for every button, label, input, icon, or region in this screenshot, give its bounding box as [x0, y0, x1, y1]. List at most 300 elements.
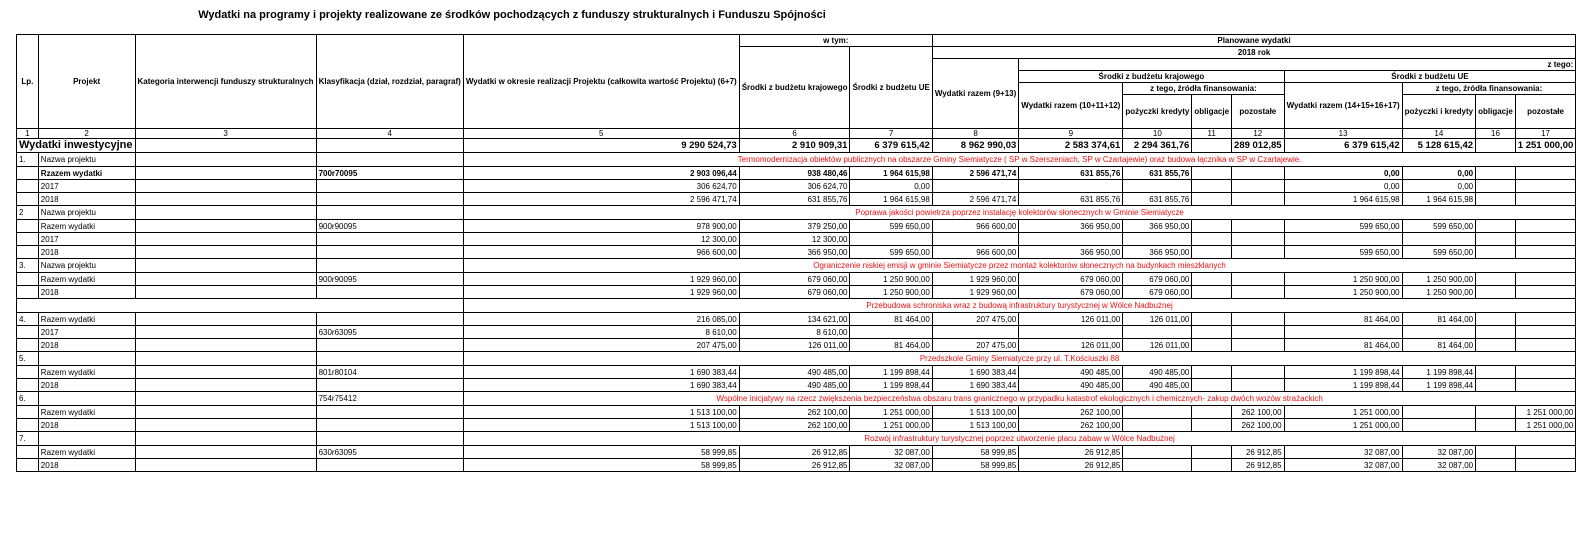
project-title-row — [17, 352, 1576, 366]
cell-c5: 1 929 960,00 — [463, 273, 739, 286]
project-data-row — [17, 339, 1576, 352]
cell-c11 — [1192, 366, 1232, 379]
project-title: Poprawa jakości powietrza poprzez instalację kolektorów słonecznych w Gminie Siemiatycze — [463, 206, 1575, 220]
cell-c8 — [932, 326, 1018, 339]
cell-c6: 12 300,00 — [739, 233, 850, 246]
row-label: Rzazem wydatki — [38, 167, 135, 180]
row-label: Razem wydatki — [38, 406, 135, 419]
cell-c16 — [1476, 446, 1516, 459]
cell-c13: 599 650,00 — [1284, 220, 1402, 233]
project-title: Wspólne inicjatywy na rzecz zwiększenia bezpieczeństwa obszaru trans granicznego w przypadku katastrof ekologicznych i chemicznych- zakup dwóch wozów strażackich — [463, 392, 1575, 406]
cell-c6: 631 855,76 — [739, 193, 850, 206]
row-klas — [316, 286, 463, 299]
cell-c9: 262 100,00 — [1019, 406, 1123, 419]
cell-c6: 490 485,00 — [739, 366, 850, 379]
header-w-tym: w tym: — [739, 35, 932, 47]
column-number: 2 — [38, 129, 135, 139]
cell-c5: 306 624,70 — [463, 180, 739, 193]
cell-c8: 1 513 100,00 — [932, 419, 1018, 432]
row-lp — [17, 406, 39, 419]
cell-c17 — [1515, 193, 1575, 206]
empty-cell — [135, 419, 316, 432]
cell-c13: 0,00 — [1284, 167, 1402, 180]
cell-c12 — [1232, 193, 1285, 206]
column-number: 3 — [135, 129, 316, 139]
inv-c17: 1 251 000,00 — [1515, 139, 1575, 153]
cell-c7: 1 251 000,00 — [850, 419, 932, 432]
project-lp: 3. — [17, 259, 39, 273]
row-lp — [17, 459, 39, 472]
project-data-row — [17, 366, 1576, 379]
row-lp — [17, 326, 39, 339]
cell-c8: 207 475,00 — [932, 313, 1018, 326]
cell-c5: 966 600,00 — [463, 246, 739, 259]
cell-c11 — [1192, 339, 1232, 352]
project-klas — [316, 259, 463, 273]
column-number: 14 — [1402, 129, 1475, 139]
project-title-row — [17, 259, 1576, 273]
header-kategoria: Kategoria interwencji funduszy strukturalnych — [135, 35, 316, 129]
cell-c17: 1 251 000,00 — [1515, 419, 1575, 432]
header-srodki-krajowe: Środki z budżetu krajowego — [739, 47, 850, 129]
empty-cell — [135, 167, 316, 180]
cell-c17 — [1515, 366, 1575, 379]
row-lp — [17, 286, 39, 299]
project-name-label — [38, 352, 135, 366]
cell-c7: 599 650,00 — [850, 246, 932, 259]
cell-c16 — [1476, 339, 1516, 352]
cell-c14 — [1402, 419, 1475, 432]
cell-c14: 32 087,00 — [1402, 459, 1475, 472]
cell-c10: 126 011,00 — [1123, 313, 1192, 326]
cell-c12 — [1232, 220, 1285, 233]
cell-c10 — [1123, 446, 1192, 459]
cell-c13: 81 464,00 — [1284, 339, 1402, 352]
cell-c10: 631 855,76 — [1123, 193, 1192, 206]
empty-cell — [135, 273, 316, 286]
row-lp — [17, 193, 39, 206]
row-klas — [316, 313, 463, 326]
cell-c14: 599 650,00 — [1402, 220, 1475, 233]
header-wr-u: Wydatki razem (14+15+16+17) — [1284, 83, 1402, 129]
row-lp — [17, 366, 39, 379]
cell-c14: 1 250 900,00 — [1402, 273, 1475, 286]
cell-c7 — [850, 326, 932, 339]
project-data-row — [17, 273, 1576, 286]
cell-c14: 0,00 — [1402, 180, 1475, 193]
cell-c12 — [1232, 379, 1285, 392]
header-z-tego: z tego: — [1019, 59, 1576, 71]
empty-cell — [135, 193, 316, 206]
cell-c14: 1 964 615,98 — [1402, 193, 1475, 206]
cell-c14: 32 087,00 — [1402, 446, 1475, 459]
row-klas — [316, 233, 463, 246]
cell-c11 — [1192, 379, 1232, 392]
project-name-label — [38, 432, 135, 446]
empty-cell — [135, 206, 316, 220]
cell-c11 — [1192, 419, 1232, 432]
cell-c13 — [1284, 233, 1402, 246]
header-wydatki-okres: Wydatki w okresie realizacji Projektu (całkowita wartość Projektu) (6+7) — [463, 35, 739, 129]
cell-c12 — [1232, 313, 1285, 326]
cell-c7: 81 464,00 — [850, 313, 932, 326]
cell-c17 — [1515, 180, 1575, 193]
column-number: 7 — [850, 129, 932, 139]
cell-c17: 1 251 000,00 — [1515, 406, 1575, 419]
cell-c11 — [1192, 326, 1232, 339]
empty-cell — [135, 286, 316, 299]
cell-c12: 262 100,00 — [1232, 406, 1285, 419]
cell-c14: 81 464,00 — [1402, 339, 1475, 352]
cell-c8: 1 690 383,44 — [932, 379, 1018, 392]
cell-c9 — [1019, 233, 1123, 246]
column-number: 1 — [17, 129, 39, 139]
column-number: 5 — [463, 129, 739, 139]
column-number: 9 — [1019, 129, 1123, 139]
cell-c17 — [1515, 379, 1575, 392]
row-klas — [316, 246, 463, 259]
cell-c7: 1 964 615,98 — [850, 167, 932, 180]
row-lp — [17, 233, 39, 246]
cell-c17 — [1515, 459, 1575, 472]
cell-c12 — [1232, 273, 1285, 286]
header-pozyczki-u: pożyczki i kredyty — [1402, 95, 1475, 129]
cell-c11 — [1192, 313, 1232, 326]
empty-cell — [135, 259, 316, 273]
row-lp — [17, 273, 39, 286]
cell-c10: 126 011,00 — [1123, 339, 1192, 352]
cell-c10: 631 855,76 — [1123, 167, 1192, 180]
header-sk-budzet: Środki z budżetu krajowego — [1019, 71, 1284, 83]
cell-c7: 1 199 898,44 — [850, 366, 932, 379]
cell-c16 — [1476, 246, 1516, 259]
cell-c9: 366 950,00 — [1019, 220, 1123, 233]
project-klas — [316, 206, 463, 220]
empty-cell — [135, 352, 316, 366]
cell-c10: 490 485,00 — [1123, 366, 1192, 379]
project-data-row — [17, 167, 1576, 180]
cell-c6: 938 480,46 — [739, 167, 850, 180]
cell-c9: 679 060,00 — [1019, 286, 1123, 299]
cell-c10: 366 950,00 — [1123, 246, 1192, 259]
cell-c12 — [1232, 167, 1285, 180]
cell-c16 — [1476, 459, 1516, 472]
cell-c10: 490 485,00 — [1123, 379, 1192, 392]
row-label: Razem wydatki — [38, 366, 135, 379]
cell-c6: 306 624,70 — [739, 180, 850, 193]
empty-cell — [135, 392, 316, 406]
cell-c16 — [1476, 233, 1516, 246]
header-pozostale-k: pozostałe — [1232, 95, 1285, 129]
header-rok: 2018 rok — [932, 47, 1575, 59]
empty-cell — [135, 313, 316, 326]
row-label: 2017 — [38, 326, 135, 339]
cell-c5: 2 903 096,44 — [463, 167, 739, 180]
cell-c13: 1 964 615,98 — [1284, 193, 1402, 206]
empty-cell — [135, 432, 316, 446]
row-lp: 4. — [17, 313, 39, 326]
project-data-row — [17, 379, 1576, 392]
project-lp: 2 — [17, 206, 39, 220]
cell-c10: 366 950,00 — [1123, 220, 1192, 233]
cell-c9 — [1019, 326, 1123, 339]
cell-c11 — [1192, 193, 1232, 206]
cell-c16 — [1476, 326, 1516, 339]
cell-c11 — [1192, 406, 1232, 419]
cell-c12: 26 912,85 — [1232, 459, 1285, 472]
cell-c13: 81 464,00 — [1284, 313, 1402, 326]
cell-c16 — [1476, 167, 1516, 180]
cell-c8: 1 929 960,00 — [932, 273, 1018, 286]
project-data-row — [17, 326, 1576, 339]
project-lp: 6. — [17, 392, 39, 406]
header-sue-budzet: Środki z budżetu UE — [1284, 71, 1576, 83]
cell-c13: 1 251 000,00 — [1284, 419, 1402, 432]
cell-c7: 32 087,00 — [850, 446, 932, 459]
row-label: 2018 — [38, 286, 135, 299]
cell-c17 — [1515, 273, 1575, 286]
row-klas — [316, 406, 463, 419]
cell-c12 — [1232, 286, 1285, 299]
cell-c9 — [1019, 180, 1123, 193]
cell-c10 — [1123, 406, 1192, 419]
cell-c11 — [1192, 286, 1232, 299]
project-title-row — [17, 206, 1576, 220]
header-planowane: Planowane wydatki — [932, 35, 1575, 47]
column-number: 8 — [932, 129, 1018, 139]
cell-c7: 1 199 898,44 — [850, 379, 932, 392]
cell-c6: 126 011,00 — [739, 339, 850, 352]
cell-c5: 1 513 100,00 — [463, 419, 739, 432]
cell-c16 — [1476, 286, 1516, 299]
empty-cell — [135, 180, 316, 193]
cell-c13: 599 650,00 — [1284, 246, 1402, 259]
row-klas — [316, 193, 463, 206]
project-lp: 7. — [17, 432, 39, 446]
cell-c12 — [1232, 366, 1285, 379]
header-obligacje-k: obligacje — [1192, 95, 1232, 129]
cell-c9: 126 011,00 — [1019, 313, 1123, 326]
cell-c13: 32 087,00 — [1284, 446, 1402, 459]
cell-c17 — [1515, 286, 1575, 299]
cell-c14: 1 250 900,00 — [1402, 286, 1475, 299]
cell-c10: 679 060,00 — [1123, 273, 1192, 286]
project-data-row — [17, 233, 1576, 246]
cell-c8: 1 690 383,44 — [932, 366, 1018, 379]
inv-c13: 6 379 615,42 — [1284, 139, 1402, 153]
project-data-row — [17, 193, 1576, 206]
cell-c8: 58 999,85 — [932, 459, 1018, 472]
cell-c10 — [1123, 326, 1192, 339]
cell-c14 — [1402, 406, 1475, 419]
header-srodki-ue: Środki z budżetu UE — [850, 47, 932, 129]
row-lp — [17, 446, 39, 459]
cell-c8: 966 600,00 — [932, 246, 1018, 259]
cell-c8: 2 596 471,74 — [932, 193, 1018, 206]
empty-cell — [135, 459, 316, 472]
document-title: Wydatki na programy i projekty realizowane ze środków pochodzących z funduszy strukturalnych i Funduszu Spójności — [198, 9, 826, 21]
row-lp — [17, 246, 39, 259]
cell-c8: 1 929 960,00 — [932, 286, 1018, 299]
cell-c13: 1 251 000,00 — [1284, 406, 1402, 419]
cell-c16 — [1476, 273, 1516, 286]
cell-c12 — [1232, 246, 1285, 259]
cell-c6: 679 060,00 — [739, 286, 850, 299]
cell-c10: 679 060,00 — [1123, 286, 1192, 299]
row-klas — [316, 419, 463, 432]
project-title: Ograniczenie niskiej emisji w gminie Siemiatycze przez montaż kolektorów słonecznych na budynkach mieszklanych — [463, 259, 1575, 273]
cell-c6: 262 100,00 — [739, 406, 850, 419]
cell-c11 — [1192, 180, 1232, 193]
cell-c13: 1 199 898,44 — [1284, 366, 1402, 379]
inv-c9: 2 583 374,61 — [1019, 139, 1123, 153]
project-klas: 754r75412 — [316, 392, 463, 406]
empty-cell — [135, 246, 316, 259]
empty-cell — [135, 339, 316, 352]
cell-c10 — [1123, 419, 1192, 432]
empty-cell — [135, 446, 316, 459]
cell-c5: 207 475,00 — [463, 339, 739, 352]
cell-c6: 134 621,00 — [739, 313, 850, 326]
row-label: 2018 — [38, 339, 135, 352]
project-data-row — [17, 180, 1576, 193]
empty-cell — [135, 406, 316, 419]
cell-c14 — [1402, 326, 1475, 339]
cell-c17 — [1515, 313, 1575, 326]
row-klas — [316, 180, 463, 193]
row-label: Razem wydatki — [38, 313, 135, 326]
row-klas: 630r63095 — [316, 446, 463, 459]
cell-c5: 58 999,85 — [463, 459, 739, 472]
cell-c8 — [932, 233, 1018, 246]
cell-c9: 126 011,00 — [1019, 339, 1123, 352]
cell-c5: 216 085,00 — [463, 313, 739, 326]
column-number: 6 — [739, 129, 850, 139]
header-lp: Lp. — [17, 35, 39, 129]
empty-cell — [135, 379, 316, 392]
project-data-row — [17, 313, 1576, 326]
header-obligacje-u: obligacje — [1476, 95, 1516, 129]
row-klas — [316, 339, 463, 352]
cell-c16 — [1476, 193, 1516, 206]
cell-c5: 8 610,00 — [463, 326, 739, 339]
cell-c5: 12 300,00 — [463, 233, 739, 246]
cell-c11 — [1192, 446, 1232, 459]
row-lp — [17, 220, 39, 233]
project-data-row — [17, 459, 1576, 472]
inv-c5: 9 290 524,73 — [463, 139, 739, 153]
cell-c16 — [1476, 180, 1516, 193]
row-lp — [17, 339, 39, 352]
cell-c12 — [1232, 233, 1285, 246]
project-title-row — [17, 432, 1576, 446]
cell-c7: 599 650,00 — [850, 220, 932, 233]
cell-c7: 1 251 000,00 — [850, 406, 932, 419]
row-lp — [17, 419, 39, 432]
cell-c6: 262 100,00 — [739, 419, 850, 432]
cell-c5: 1 929 960,00 — [463, 286, 739, 299]
row-lp — [17, 180, 39, 193]
project-data-row — [17, 286, 1576, 299]
cell-c16 — [1476, 313, 1516, 326]
column-number: 11 — [1192, 129, 1232, 139]
cell-c12 — [1232, 326, 1285, 339]
inv-c10: 2 294 361,76 — [1123, 139, 1192, 153]
cell-c6: 26 912,85 — [739, 459, 850, 472]
header-zr-fin-k: z tego, źródła finansowania: — [1123, 83, 1284, 95]
cell-c17 — [1515, 339, 1575, 352]
cell-c8: 2 596 471,74 — [932, 167, 1018, 180]
project-name-label — [38, 392, 135, 406]
row-klas: 700r70095 — [316, 167, 463, 180]
project-title: Rozwój infrastruktury turystycznej poprzez utworzenie placu zabaw w Wólce Nadbużnej — [463, 432, 1575, 446]
row-label: 2018 — [38, 419, 135, 432]
header-pozostale-u: pozostałe — [1515, 95, 1575, 129]
cell-c13: 1 250 900,00 — [1284, 273, 1402, 286]
cell-c8: 58 999,85 — [932, 446, 1018, 459]
cell-c13 — [1284, 326, 1402, 339]
inv-c6: 2 910 909,31 — [739, 139, 850, 153]
row-klas: 630r63095 — [316, 326, 463, 339]
cell-c6: 26 912,85 — [739, 446, 850, 459]
row-klas: 801r80104 — [316, 366, 463, 379]
cell-c17 — [1515, 446, 1575, 459]
inv-c8: 8 962 990,03 — [932, 139, 1018, 153]
row-label: 2017 — [38, 180, 135, 193]
project-lp: 5. — [17, 352, 39, 366]
row-lp — [17, 379, 39, 392]
cell-c5: 978 900,00 — [463, 220, 739, 233]
header-wr-k: Wydatki razem (10+11+12) — [1019, 83, 1123, 129]
cell-c11 — [1192, 459, 1232, 472]
cell-c14: 1 199 898,44 — [1402, 366, 1475, 379]
row-label: Razem wydatki — [38, 220, 135, 233]
cell-c16 — [1476, 406, 1516, 419]
project-name-label: Nazwa projektu — [38, 206, 135, 220]
project-lp: 1. — [17, 153, 39, 167]
empty-cell — [135, 233, 316, 246]
cell-c5: 1 690 383,44 — [463, 366, 739, 379]
row-klas: 900r90095 — [316, 273, 463, 286]
cell-c5: 1 690 383,44 — [463, 379, 739, 392]
inv-c14: 5 128 615,42 — [1402, 139, 1475, 153]
cell-c13: 32 087,00 — [1284, 459, 1402, 472]
project-data-row — [17, 220, 1576, 233]
column-number: 17 — [1515, 129, 1575, 139]
cell-c7: 0,00 — [850, 180, 932, 193]
investment-total-row — [17, 139, 1576, 153]
cell-c13: 0,00 — [1284, 180, 1402, 193]
row-label: 2018 — [38, 459, 135, 472]
cell-c13: 1 250 900,00 — [1284, 286, 1402, 299]
project-name-label: Nazwa projektu — [38, 153, 135, 167]
cell-c7: 1 250 900,00 — [850, 273, 932, 286]
cell-c6: 490 485,00 — [739, 379, 850, 392]
cell-c17 — [1515, 167, 1575, 180]
project-klas — [316, 432, 463, 446]
header-projekt: Projekt — [38, 35, 135, 129]
header-zr-fin-u: z tego, źródła finansowania: — [1402, 83, 1576, 95]
cell-c12: 26 912,85 — [1232, 446, 1285, 459]
cell-c6: 379 250,00 — [739, 220, 850, 233]
cell-c11 — [1192, 273, 1232, 286]
project-data-row — [17, 246, 1576, 259]
cell-c9: 631 855,76 — [1019, 167, 1123, 180]
project-klas — [316, 153, 463, 167]
cell-c16 — [1476, 379, 1516, 392]
project-title: Przedszkole Gminy Siemiatycze przy ul. T.Kościuszki 88 — [463, 352, 1575, 366]
cell-c10 — [1123, 180, 1192, 193]
